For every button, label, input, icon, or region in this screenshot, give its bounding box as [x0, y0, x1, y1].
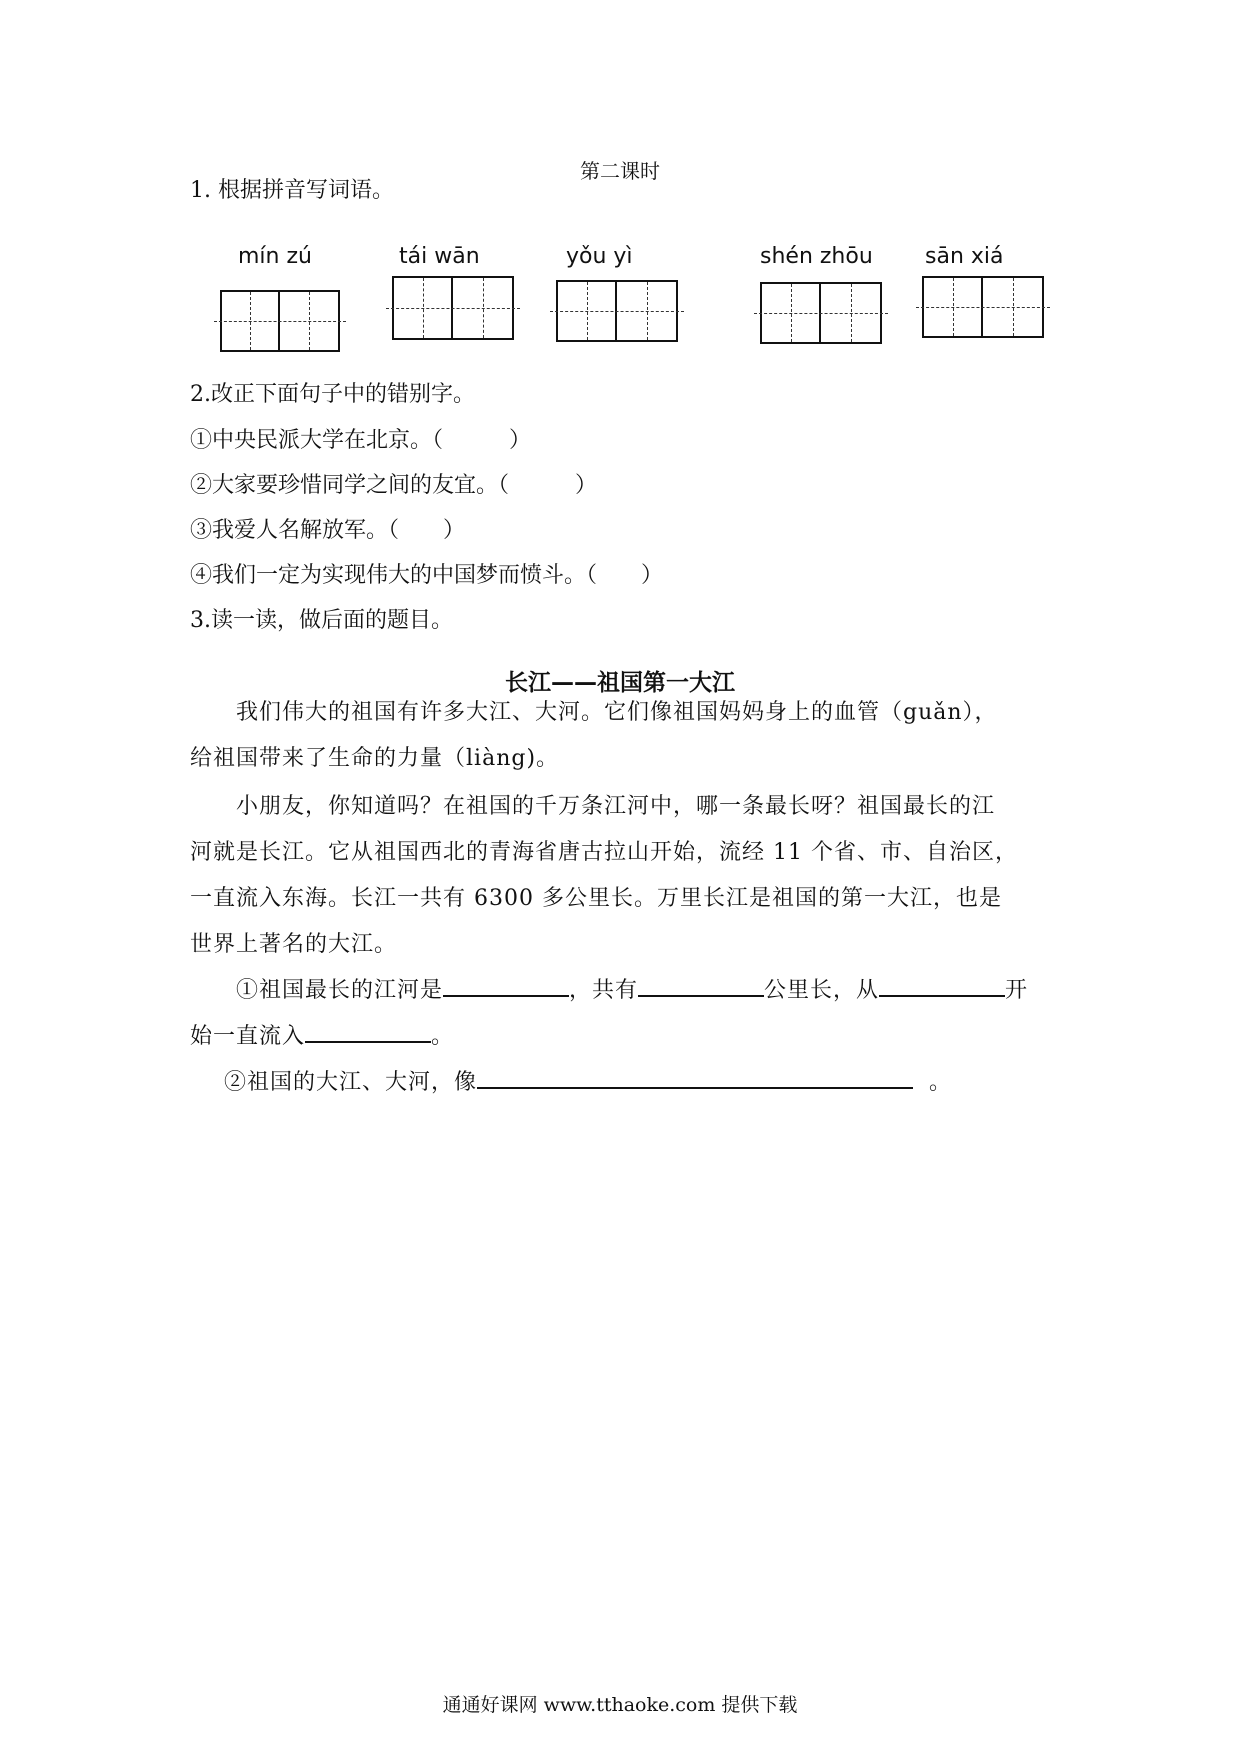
pinyin-you-yi: yǒu yì: [566, 244, 633, 269]
fill2-blank-simile[interactable]: [477, 1065, 913, 1089]
paragraph-2-line-4: 世界上著名的大江。: [190, 932, 398, 957]
passage-title: 长江——祖国第一大江: [505, 670, 735, 696]
fill1-text-e: 始一直流入: [190, 1024, 306, 1049]
fill1-text-f: 。: [431, 1024, 455, 1049]
writing-grid-1[interactable]: [220, 290, 340, 352]
paragraph-2-line-1: 小朋友，你知道吗？在祖国的千万条江河中，哪一条最长呀？祖国最长的江: [236, 794, 996, 819]
paragraph-2-line-2: 河就是长江。它从祖国西北的青海省唐古拉山开始，流经 11 个省、市、自治区，: [190, 840, 1018, 865]
pinyin-tai-wan: tái wān: [399, 244, 480, 269]
passage-paragraph-2: [190, 784, 1050, 968]
fill1-blank-length[interactable]: [638, 973, 764, 997]
q2-item-2: ②大家要珍惜同学之间的友宜。（ ）: [190, 473, 598, 498]
paragraph-2-line-3: 一直流入东海。长江一共有 6300 多公里长。万里长江是祖国的第一大江，也是: [190, 886, 1002, 911]
q2-item-4: ④我们一定为实现伟大的中国梦而愤斗。（ ）: [190, 563, 664, 588]
writing-grid-4[interactable]: [760, 282, 882, 344]
pinyin-san-xia: sān xiá: [925, 244, 1004, 269]
footer-credit: 通通好课网 www.tthaoke.com 提供下载: [442, 1694, 798, 1716]
pinyin-shen-zhou: shén zhōu: [760, 244, 873, 269]
fill1-text-d: 开: [1005, 978, 1029, 1003]
fill1-blank-destination[interactable]: [305, 1019, 431, 1043]
lesson-title: 第二课时: [580, 159, 660, 183]
fill1-blank-origin[interactable]: [879, 973, 1005, 997]
pinyin-min-zu: mín zú: [238, 244, 312, 269]
q2-item-1: ①中央民派大学在北京。（ ）: [190, 428, 532, 453]
fill1-text-c: 公里长，从: [764, 978, 880, 1003]
paragraph-1-line-2: 给祖国带来了生命的力量（liàng)。: [190, 746, 560, 771]
fill-question-2: [190, 1060, 1070, 1106]
paragraph-1-line-1: 我们伟大的祖国有许多大江、大河。它们像祖国妈妈身上的血管（guǎn），: [236, 700, 998, 725]
q2-item-3: ③我爱人名解放军。（ ）: [190, 518, 466, 543]
fill1-text-b: ，共有: [569, 978, 639, 1003]
q2-prompt: 2.改正下面句子中的错别字。: [190, 382, 475, 407]
fill1-text-a: ①祖国最长的江河是: [236, 978, 444, 1003]
fill1-blank-river[interactable]: [443, 973, 569, 997]
writing-grid-5[interactable]: [922, 276, 1044, 338]
fill2-text-b: 。: [929, 1070, 953, 1095]
fill2-text-a: ②祖国的大江、大河，像: [224, 1070, 478, 1095]
q3-prompt: 3.读一读，做后面的题目。: [190, 608, 453, 633]
writing-grid-3[interactable]: [556, 280, 678, 342]
q1-prompt: 1. 根据拼音写词语。: [190, 178, 394, 203]
passage-paragraph-1: [190, 690, 1050, 782]
writing-grid-2[interactable]: [392, 276, 514, 340]
fill-question-1: [190, 968, 1070, 1060]
